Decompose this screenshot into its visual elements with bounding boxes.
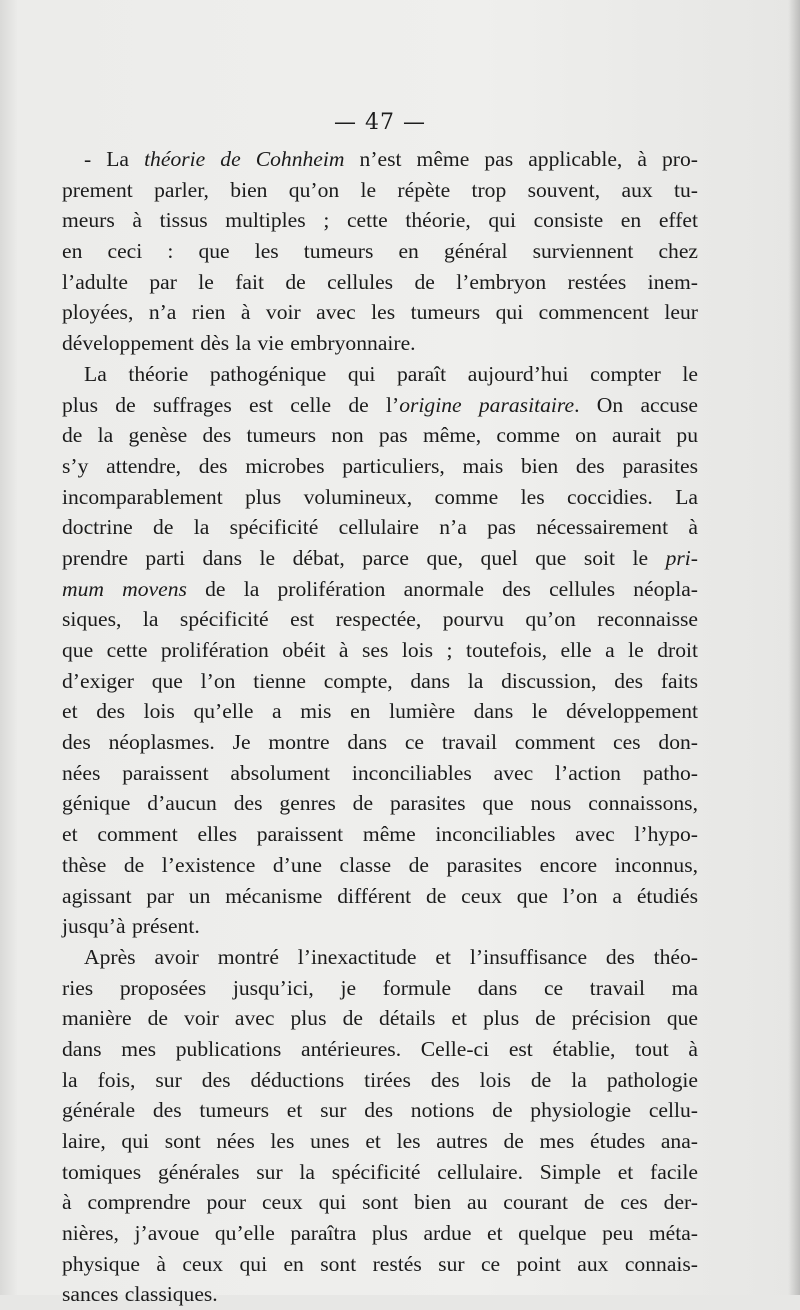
text-line: La théorie pathogénique qui paraît aujourd’hui compter le — [84, 361, 698, 386]
text-line: en ceci : que les tumeurs en général surviennent chez — [62, 239, 698, 264]
text-line: et des lois qu’elle a mis en lumière dans le développement — [62, 699, 698, 724]
text-line: prement parler, bien qu’on le répète trop souvent, aux tu- — [62, 177, 698, 202]
text-line: siques, la spécificité est respectée, pourvu qu’on reconnaisse — [62, 607, 698, 632]
text-line: physique à ceux qui en sont restés sur ce point aux connais- — [62, 1251, 698, 1276]
text-line: meurs à tissus multiples ; cette théorie, qui consiste en effet — [62, 208, 698, 233]
text-line: que cette prolifération obéit à ses lois ; toutefois, elle a le droit — [62, 638, 698, 662]
paragraph-1 — [62, 144, 698, 359]
text-line: laire, qui sont nées les unes et les autres de mes études ana- — [62, 1129, 698, 1153]
text-line: jusqu’à présent. — [62, 914, 200, 939]
paragraph-2 — [62, 359, 698, 942]
text-line: et comment elles paraissent même inconciliables avec l’hypo- — [62, 822, 698, 847]
text-line: génique d’aucun des genres de parasites que nous connaissons, — [62, 791, 698, 816]
text-line: plus de suffrages est celle de l’origine parasitaire. On accuse — [62, 392, 698, 417]
text-line: incomparablement plus volumineux, comme les coccidies. La — [62, 484, 698, 509]
text-line: développement dès la vie embryonnaire. — [62, 331, 416, 356]
text-line: thèse de l’existence d’une classe de parasites encore inconnus, — [62, 852, 698, 877]
text-line: dans mes publications antérieures. Celle-ci est établie, tout à — [62, 1036, 698, 1061]
body-text — [62, 144, 698, 1310]
page-number: — 47 — — [334, 110, 426, 135]
text-line: manière de voir avec plus de détails et plus de précision que — [62, 1006, 698, 1031]
text-line: s’y attendre, des microbes particuliers, mais bien des parasites — [62, 453, 698, 478]
text-line: de la genèse des tumeurs non pas même, comme on aurait pu — [62, 423, 698, 448]
text-line: tomiques générales sur la spécificité cellulaire. Simple et facile — [62, 1159, 698, 1184]
text-line: ries proposées jusqu’ici, je formule dans ce travail ma — [62, 975, 698, 1000]
text-line: l’adulte par le fait de cellules de l’embryon restées inem- — [62, 269, 698, 294]
text-line: nées paraissent absolument inconciliables avec l’action patho- — [62, 760, 698, 785]
text-line: prendre parti dans le débat, parce que, quel que soit le pri- — [62, 545, 698, 570]
text-line: agissant par un mécanisme différent de ceux que l’on a étudiés — [62, 883, 698, 908]
text-line: des néoplasmes. Je montre dans ce travail comment ces don- — [62, 730, 698, 755]
text-line: Après avoir montré l’inexactitude et l’insuffisance des théo- — [84, 944, 698, 969]
text-line: d’exiger que l’on tienne compte, dans la discussion, des faits — [62, 668, 698, 693]
text-line: à comprendre pour ceux qui sont bien au courant de ces der- — [62, 1190, 698, 1215]
text-line: nières, j’avoue qu’elle paraîtra plus ardue et quelque peu méta- — [62, 1221, 698, 1246]
page-edge-shadow — [788, 0, 800, 1295]
text-line: ployées, n’a rien à voir avec les tumeurs qui commencent leur — [62, 300, 698, 325]
text-line: - La théorie de Cohnheim n’est même pas applicable, à pro- — [84, 147, 698, 171]
text-line: sances classiques. — [62, 1282, 218, 1307]
text-line: doctrine de la spécificité cellulaire n’a pas nécessairement à — [62, 515, 698, 540]
paragraph-3 — [62, 942, 698, 1310]
text-line: mum movens de la prolifération anormale des cellules néopla- — [62, 576, 698, 601]
text-line: la fois, sur des déductions tirées des lois de la pathologie — [62, 1067, 698, 1092]
text-line: générale des tumeurs et sur des notions de physiologie cellu- — [62, 1098, 698, 1123]
